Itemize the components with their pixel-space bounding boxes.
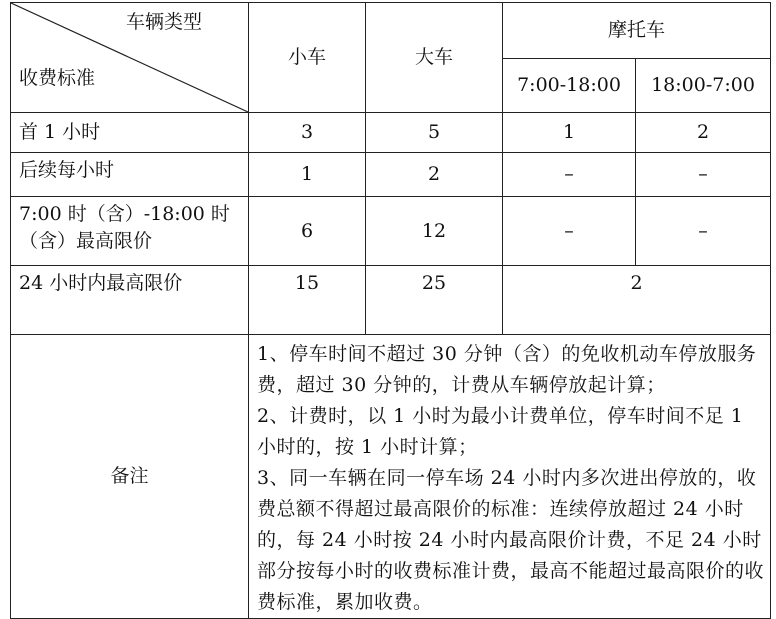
row-label: 首 1 小时 xyxy=(11,113,249,153)
table-row xyxy=(11,113,771,153)
motorcycle-header: 摩托车 xyxy=(503,3,771,59)
moto-night-value: 2 xyxy=(636,113,771,153)
large-car-value: 5 xyxy=(366,113,503,153)
large-car-value: 25 xyxy=(366,266,503,335)
diagonal-header-cell xyxy=(11,3,249,113)
row-label: 后续每小时 xyxy=(11,153,249,197)
vehicle-type-label: 车辆类型 xyxy=(125,11,202,33)
moto-night-value: – xyxy=(636,197,771,266)
moto-day-value: – xyxy=(503,153,636,197)
small-car-value: 15 xyxy=(249,266,366,335)
small-car-header: 小车 xyxy=(249,3,366,113)
large-car-value: 2 xyxy=(366,153,503,197)
small-car-value: 6 xyxy=(249,197,366,266)
moto-day-value: 1 xyxy=(503,113,636,153)
fee-standard-label: 收费标准 xyxy=(19,67,96,89)
notes-content xyxy=(249,335,771,619)
table-row xyxy=(11,197,771,266)
row-label: 24 小时内最高限价 xyxy=(11,266,249,335)
parking-fee-table xyxy=(10,2,771,619)
moto-day-header: 7:00-18:00 xyxy=(503,59,636,113)
notes-row xyxy=(11,335,771,619)
row-label: 7:00 时（含）-18:00 时（含）最高限价 xyxy=(11,197,249,266)
moto-merged-value: 2 xyxy=(503,266,771,335)
table-row xyxy=(11,153,771,197)
small-car-value: 3 xyxy=(249,113,366,153)
large-car-value: 12 xyxy=(366,197,503,266)
moto-night-value: – xyxy=(636,153,771,197)
small-car-value: 1 xyxy=(249,153,366,197)
moto-night-header: 18:00-7:00 xyxy=(636,59,771,113)
moto-day-value: – xyxy=(503,197,636,266)
large-car-header: 大车 xyxy=(366,3,503,113)
notes-label: 备注 xyxy=(11,335,249,619)
note-item: 3、同一车辆在同一停车场 24 小时内多次进出停放的，收费总额不得超过最高限价的标准：连续停放超过 24 小时的，每 24 小时按 24 小时内最高限价计费，不足 24 小时部分按每小时的收费标准计费，最高不能超过最高限价的收费标准，累加收费。 xyxy=(257,467,765,613)
table-row xyxy=(11,266,771,335)
note-item: 2、计费时，以 1 小时为最小计费单位，停车时间不足 1 小时的，按 1 小时计算； xyxy=(257,405,744,458)
note-item: 1、停车时间不超过 30 分钟（含）的免收机动车停放服务费，超过 30 分钟的，计费从车辆停放起计算； xyxy=(257,343,757,396)
